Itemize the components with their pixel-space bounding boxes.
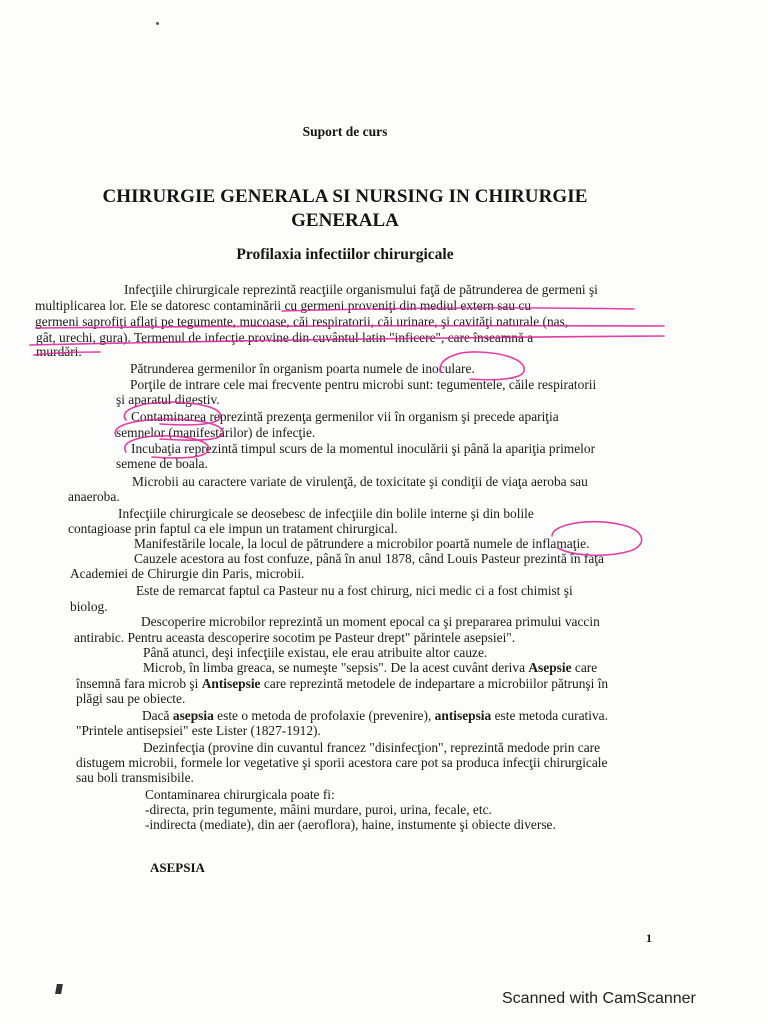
section-heading-profilaxia: Profilaxia infectiilor chirurgicale bbox=[236, 246, 454, 263]
ink-speck bbox=[156, 22, 159, 25]
body-line: Contaminarea reprezintă prezenţa germenilor vii în organism şi precede apariţia bbox=[131, 409, 559, 424]
body-line: Manifestările locale, la locul de pătrundere a microbilor poartă numele de inflamaţie. bbox=[134, 536, 590, 551]
term-asepsie: Asepsie bbox=[528, 660, 572, 675]
body-line bbox=[142, 708, 608, 724]
body-line: Porţile de intrare cele mai frecvente pentru microbi sunt: tegumentele, căile respiratorii bbox=[130, 377, 597, 392]
body-line: şi aparatul digestiv. bbox=[116, 392, 220, 407]
body-text: este o metoda de profolaxie (prevenire), bbox=[213, 708, 432, 723]
body-line: multiplicarea lor. Ele se datoresc contaminării cu germeni proveniţi din mediul extern sau cu bbox=[35, 298, 532, 313]
body-line: semnelor (manifestărilor) de infecţie. bbox=[116, 425, 316, 440]
section-heading-asepsia: ASEPSIA bbox=[150, 860, 205, 875]
body-line: Infecţiile chirurgicale se deosebesc de infecţiile din bolile interne şi din bolile bbox=[118, 506, 534, 521]
body-line: Cauzele acestora au fost confuze, până în anul 1878, când Louis Pasteur prezintă în faţa bbox=[134, 551, 604, 566]
body-text: însemnă fara microb şi bbox=[76, 676, 199, 691]
body-text: Dacă bbox=[142, 708, 170, 723]
document-title-line-2: GENERALA bbox=[291, 210, 399, 231]
body-line: Incubaţia reprezintă timpul scurs de la momentul inoculării şi până la apariţia primelor bbox=[131, 441, 596, 456]
body-line: "Printele antisepsiei" este Lister (1827-1912). bbox=[76, 723, 321, 738]
body-line: biolog. bbox=[70, 599, 108, 614]
body-line: semene de boala. bbox=[116, 456, 208, 471]
page-number: 1 bbox=[646, 931, 652, 945]
body-line: Descoperire microbilor reprezintă un moment epocal ca şi prepararea primului vaccin bbox=[141, 614, 600, 629]
body-line bbox=[143, 660, 597, 676]
body-line: germeni saprofiţi aflaţi pe tegumente, mucoase, căi respiratorii, căi urinare, şi cavităţi naturale (nas, bbox=[35, 314, 569, 329]
body-line: Infecţiile chirurgicale reprezintă reacţiile organismului faţă de pătrunderea de germeni şi bbox=[124, 282, 598, 297]
scan-artifact bbox=[55, 984, 63, 994]
body-line: Până atunci, deşi infecţiile existau, ele erau atribuite altor cauze. bbox=[143, 645, 488, 660]
body-line: -indirecta (mediate), din aer (aeroflora), haine, instumente şi obiecte diverse. bbox=[145, 817, 556, 832]
body-line: contagioase prin faptul ca ele impun un tratament chirurgical. bbox=[68, 521, 398, 536]
term-antisepsie: Antisepsie bbox=[201, 676, 261, 691]
body-text: care bbox=[571, 660, 598, 675]
body-line: murdări. bbox=[36, 344, 82, 359]
body-line: Pătrunderea germenilor în organism poarta numele de inoculare. bbox=[130, 361, 475, 376]
body-line: Microbii au caractere variate de virulenţă, de toxicitate şi condiţii de viaţa aeroba sau bbox=[132, 474, 588, 489]
document-title-line-1: CHIRURGIE GENERALA SI NURSING IN CHIRURGIE bbox=[102, 186, 588, 207]
body-text: Microb, în limba greaca, se numeşte "sepsis". De la acest cuvânt deriva bbox=[143, 660, 526, 675]
body-line: sau boli transmisibile. bbox=[76, 770, 194, 785]
body-line bbox=[76, 676, 608, 692]
term-antisepsia: antisepsia bbox=[434, 708, 492, 723]
body-line: Contaminarea chirurgicala poate fi: bbox=[145, 787, 335, 802]
body-line: plăgi sau pe obiecte. bbox=[76, 691, 186, 706]
term-asepsia: asepsia bbox=[172, 708, 214, 723]
body-text: este metoda curativa. bbox=[491, 708, 608, 723]
body-line: Este de remarcat faptul ca Pasteur nu a fost chirurg, nici medic ci a fost chimist şi bbox=[136, 583, 573, 598]
body-line: -directa, prin tegumente, mâini murdare, puroi, urina, fecale, etc. bbox=[145, 802, 492, 817]
camscanner-watermark: Scanned with CamScanner bbox=[502, 990, 696, 1007]
body-line: Dezinfecţia (provine din cuvantul francez "disinfecţion", reprezintă medode prin care bbox=[143, 740, 601, 755]
document-subtitle: Suport de curs bbox=[302, 124, 388, 139]
body-line: anaeroba. bbox=[68, 489, 120, 504]
body-line: antirabic. Pentru aceasta descoperire socotim pe Pasteur drept" părintele asepsiei". bbox=[74, 630, 516, 645]
body-text: care reprezintă metodele de indepartare a microbiilor pătrunşi în bbox=[260, 676, 609, 691]
body-line: gât, urechi, gura). Termenul de infecţie provine din cuvântul latin "inficere", care înseamnă a bbox=[36, 330, 534, 345]
body-line: distugem microbii, formele lor vegetative şi sporii acestora care pot sa produca infecţii chirurgicale bbox=[76, 755, 608, 770]
body-line: Academiei de Chirurgie din Paris, microbii. bbox=[70, 566, 305, 581]
